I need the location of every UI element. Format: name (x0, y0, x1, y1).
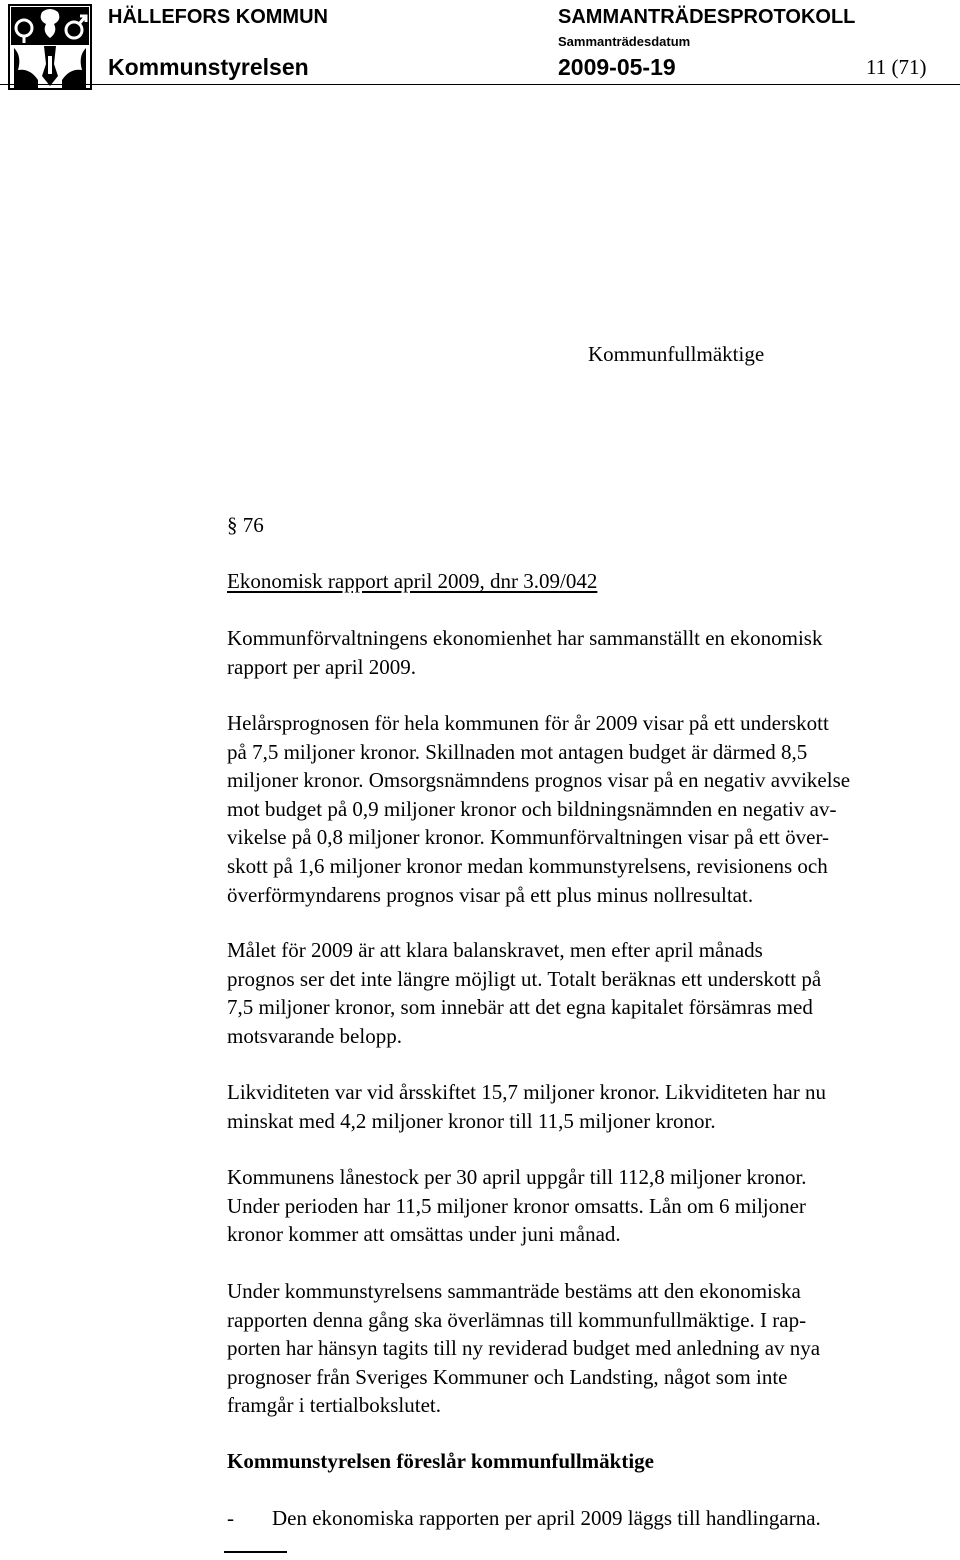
paragraph-line: rapport per april 2009. (227, 654, 416, 679)
paragraph-line: minskat med 4,2 miljoner kronor till 11,5 miljoner kronor. (227, 1108, 716, 1133)
committee-name: Kommunstyrelsen (108, 54, 309, 80)
document-type: SAMMANTRÄDESPROTOKOLL (558, 6, 856, 28)
paragraph-4 (227, 1078, 826, 1135)
paragraph-line: skott på 1,6 miljoner kronor medan kommunstyrelsens, revisionens och (227, 853, 828, 878)
paragraph-line: prognoser från Sveriges Kommuner och Landsting, något som inte (227, 1364, 788, 1389)
municipality-coat-of-arms-logo (8, 4, 92, 90)
paragraph-6 (227, 1277, 820, 1420)
paragraph-line: Under kommunstyrelsens sammanträde bestäms att den ekonomiska (227, 1279, 801, 1303)
paragraph-line: porten har hänsyn tagits till ny reviderad budget med anledning av nya (227, 1336, 821, 1361)
paragraph-3 (227, 936, 821, 1050)
paragraph-line: rapporten denna gång ska överlämnas till kommunfullmäktige. I rap- (227, 1307, 807, 1332)
paragraph-line: mot budget på 0,9 miljoner kronor och bildningsnämnden en negativ av- (227, 796, 837, 821)
proposal-heading: Kommunstyrelsen föreslår kommunfullmäktige (227, 1449, 655, 1473)
paragraph-line: prognos ser det inte längre möjligt ut. Totalt beräknas ett underskott på (227, 966, 822, 991)
paragraph-line: Kommunens lånestock per 30 april uppgår till 112,8 miljoner kronor. (227, 1165, 807, 1189)
list-item-text: Den ekonomiska rapporten per april 2009 läggs till handlingarna. (272, 1506, 821, 1530)
paragraph-line: Likviditeten var vid årsskiftet 15,7 miljoner kronor. Likviditeten har nu (227, 1080, 826, 1104)
paragraph-line: kronor kommer att omsättas under juni månad. (227, 1222, 621, 1247)
paragraph-line: Målet för 2009 är att klara balanskravet, men efter april månads (227, 938, 763, 962)
header-divider (0, 84, 960, 85)
end-of-section-rule (224, 1551, 287, 1553)
recipient: Kommunfullmäktige (588, 342, 765, 366)
paragraph-line: på 7,5 miljoner kronor. Skillnaden mot antagen budget är därmed 8,5 (227, 739, 808, 764)
list-bullet: - (227, 1506, 234, 1530)
paragraph-line: miljoner kronor. Omsorgsnämndens prognos visar på en negativ avvikelse (227, 768, 851, 793)
paragraph-line: vikelse på 0,8 miljoner kronor. Kommunförvaltningen visar på ett över- (227, 825, 830, 850)
paragraph-number: § 76 (227, 513, 264, 537)
paragraph-line: Under perioden har 11,5 miljoner kronor omsatts. Lån om 6 miljoner (227, 1193, 806, 1218)
paragraph-line: motsvarande belopp. (227, 1023, 402, 1048)
meeting-date-label: Sammanträdesdatum (558, 34, 691, 49)
page-number: 11 (71) (866, 55, 927, 79)
paragraph-1 (227, 624, 822, 681)
paragraph-2 (227, 709, 850, 909)
paragraph-line: Helårsprognosen för hela kommunen för år 2009 visar på ett underskott (227, 711, 829, 735)
paragraph-5 (227, 1163, 807, 1249)
paragraph-line: Kommunförvaltningens ekonomienhet har sammanställt en ekonomisk (227, 626, 823, 650)
paragraph-line: 7,5 miljoner kronor, som innebär att det egna kapitalet försämras med (227, 995, 813, 1020)
meeting-date: 2009-05-19 (558, 54, 676, 80)
subject-heading: Ekonomisk rapport april 2009, dnr 3.09/042 (227, 569, 598, 593)
paragraph-line: överförmyndarens prognos visar på ett plus minus nollresultat. (227, 882, 754, 907)
proposal-list-item (227, 1504, 821, 1533)
paragraph-line: framgår i tertialbokslutet. (227, 1393, 442, 1418)
municipality-name: HÄLLEFORS KOMMUN (108, 6, 328, 28)
